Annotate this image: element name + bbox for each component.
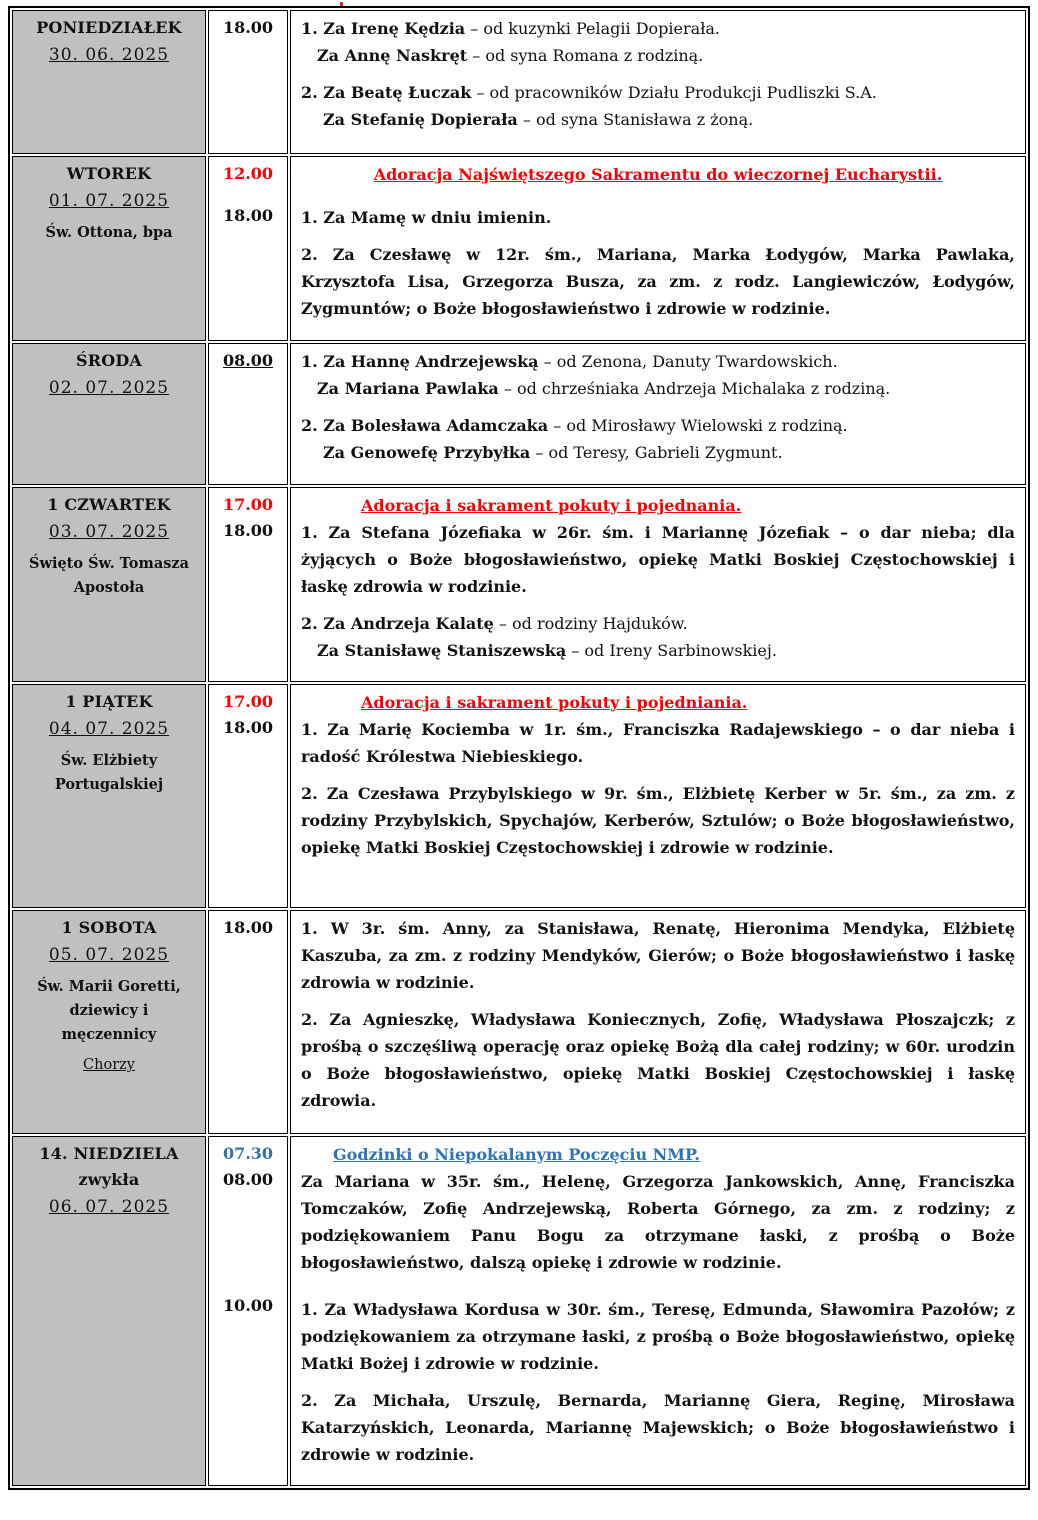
mass-time: 18.00 bbox=[222, 521, 274, 540]
intention-name: 1. Za Irenę Kędzia bbox=[301, 19, 466, 38]
intention-name: Za Annę Naskręt bbox=[317, 46, 468, 65]
event-title: Godzinki o Niepokalanym Poczęciu NMP. bbox=[333, 1145, 700, 1164]
day-row-monday bbox=[12, 10, 1026, 154]
intention bbox=[301, 412, 1015, 466]
day-row-sunday bbox=[12, 1136, 1026, 1486]
saint-note: Św. Elżbiety Portugalskiej bbox=[54, 752, 164, 793]
time-cell bbox=[208, 487, 288, 682]
intention-from: – od Mirosławy Wielowski z rodziną. bbox=[548, 416, 848, 435]
mass-time: 10.00 bbox=[222, 1296, 274, 1315]
day-name: 1 SOBOTA bbox=[61, 918, 157, 937]
intention: 2. Za Czesławę w 12r. śm., Mariana, Marka Łodygów, Marka Pawlaka, Krzysztofa Lisa, Grzegorza Busza, za zm. z rodz. Langiewiczów, Łodygów, Zygmuntów; o Boże błogosławieństwo i zdrowie w rodzinie. bbox=[301, 245, 1015, 318]
day-cell bbox=[12, 10, 206, 154]
intention: 1. Za Władysława Kordusa w 30r. śm., Teresę, Edmunda, Sławomira Pazołów; z podziękowaniem za otrzymane łaski, z prośbą o Boże błogosławieństwo, opiekę Matki Bożej i zdrowie w rodzinie. bbox=[301, 1300, 1015, 1373]
time-cell bbox=[208, 1136, 288, 1486]
day-date: 05. 07. 2025 bbox=[48, 945, 170, 965]
day-date: 04. 07. 2025 bbox=[48, 719, 170, 739]
intention: 2. Za Czesława Przybylskiego w 9r. śm., Elżbietę Kerber w 5r. śm., za zm. z rodziny Przybylskich, Spychajów, Kerberów, Sztulów; o Boże błogosławieństwo, opiekę Matki Boskiej Częstochowskiej i zdrowie w rodzinie. bbox=[301, 784, 1015, 857]
time-cell bbox=[208, 910, 288, 1134]
mass-time: 18.00 bbox=[222, 206, 274, 225]
intention: 2. Za Michała, Urszulę, Bernarda, Mariannę Giera, Reginę, Mirosława Katarzyńskich, Leonarda, Mariannę Majewskich; o Boże błogosławieństwo i zdrowie w rodzinie. bbox=[301, 1391, 1015, 1464]
day-date: 06. 07. 2025 bbox=[48, 1197, 170, 1217]
event-title: Adoracja i sakrament pokuty i pojedniania. bbox=[361, 693, 748, 712]
intention-name: 2. Za Bolesława Adamczaka bbox=[301, 416, 549, 435]
intention-name: Za Stefanię Dopierała bbox=[323, 110, 518, 129]
intentions-cell bbox=[290, 1136, 1026, 1486]
intention: 1. Za Marię Kociemba w 1r. śm., Franciszka Radajewskiego – o dar nieba i radość Królestwa Niebieskiego. bbox=[301, 720, 1015, 766]
intention-from: – od Zenona, Danuty Twardowskich. bbox=[538, 352, 838, 371]
intention-name: Za Mariana Pawlaka bbox=[317, 379, 499, 398]
day-date: 02. 07. 2025 bbox=[48, 378, 170, 398]
intention-name: 1. Za Hannę Andrzejewską bbox=[301, 352, 539, 371]
time-cell bbox=[208, 10, 288, 154]
day-name: PONIEDZIAŁEK bbox=[36, 18, 182, 37]
day-row-friday bbox=[12, 684, 1026, 908]
event-time: 17.00 bbox=[222, 692, 274, 711]
day-cell bbox=[12, 156, 206, 341]
intentions-cell bbox=[290, 910, 1026, 1134]
day-cell bbox=[12, 1136, 206, 1486]
day-name: 14. NIEDZIELA bbox=[39, 1144, 179, 1163]
day-cell bbox=[12, 343, 206, 485]
intention bbox=[301, 610, 1015, 664]
day-name: ŚRODA bbox=[75, 351, 143, 370]
intention-from: – od syna Romana z rodziną. bbox=[467, 46, 704, 65]
intention: Za Mariana w 35r. śm., Helenę, Grzegorza Jankowskich, Annę, Franciszka Tomczaków, Zofię Andrzejewską, Roberta Górnego, za zm. z rodziny; z podziękowaniem Panu Bogu za otrzymane łaski, z prośbą o Boże błogosławieństwo, dalszą opiekę i zdrowie w rodzinie. bbox=[301, 1172, 1015, 1272]
saint-note: Św. Marii Goretti, dziewicy i męczennicy bbox=[37, 978, 181, 1043]
intention-from: – od rodziny Hajduków. bbox=[493, 614, 688, 633]
intention: 1. Za Stefana Józefiaka w 26r. śm. i Mariannę Józefiak – o dar nieba; dla żyjących o Boże błogosławieństwo, opiekę Matki Boskiej Częstochowskiej i łaskę zdrowia w rodzinie. bbox=[301, 523, 1015, 596]
event-time: 17.00 bbox=[222, 495, 274, 514]
time-cell bbox=[208, 156, 288, 341]
intentions-cell bbox=[290, 487, 1026, 682]
mass-time: 18.00 bbox=[222, 918, 274, 937]
intention: 1. Za Mamę w dniu imienin. bbox=[301, 208, 552, 227]
time-cell bbox=[208, 684, 288, 908]
event-time: 07.30 bbox=[222, 1144, 274, 1163]
mass-time: 18.00 bbox=[222, 18, 274, 37]
day-subname: zwykła bbox=[78, 1170, 140, 1189]
time-cell bbox=[208, 343, 288, 485]
intentions-cell bbox=[290, 156, 1026, 341]
intention bbox=[301, 348, 1015, 402]
mass-time: 08.00 bbox=[222, 351, 274, 370]
intention-name: Za Genowefę Przybyłka bbox=[323, 443, 531, 462]
intentions-cell bbox=[290, 343, 1026, 485]
intention: 2. Za Agnieszkę, Władysława Koniecznych, Zofię, Władysława Płoszajczk; z prośbą o szczęśliwą operację oraz opiekę Bożą dla całej rodziny; w 60r. urodzin o Boże błogosławieństwo, opiekę Matki Boskiej Częstochowskiej i łaskę zdrowia. bbox=[301, 1010, 1015, 1110]
special-note: Chorzy bbox=[83, 1057, 135, 1073]
intentions-cell bbox=[290, 10, 1026, 154]
day-row-wednesday bbox=[12, 343, 1026, 485]
mass-time: 08.00 bbox=[222, 1170, 274, 1189]
intention-from: – od Ireny Sarbinowskiej. bbox=[566, 641, 777, 660]
intention-from: – od chrześniaka Andrzeja Michalaka z rodziną. bbox=[498, 379, 891, 398]
intention: 1. W 3r. śm. Anny, za Stanisława, Renatę, Hieronima Mendyka, Elżbietę Kaszuba, za zm. z rodziny Mendyków, Gierów; o Boże błogosławieństwo i łaskę zdrowia w rodzinie. bbox=[301, 919, 1015, 992]
day-row-thursday bbox=[12, 487, 1026, 682]
intention-from: – od Teresy, Gabrieli Zygmunt. bbox=[530, 443, 783, 462]
day-row-tuesday bbox=[12, 156, 1026, 341]
day-date: 03. 07. 2025 bbox=[48, 522, 170, 542]
saint-note: Święto Św. Tomasza Apostoła bbox=[28, 555, 190, 596]
event-title: Adoracja i sakrament pokuty i pojednania. bbox=[361, 496, 742, 515]
intention bbox=[301, 15, 1015, 69]
day-cell bbox=[12, 487, 206, 682]
saint-note: Św. Ottona, bpa bbox=[45, 224, 173, 241]
intention-from: – od syna Stanisława z żoną. bbox=[517, 110, 754, 129]
intention-name: 2. Za Beatę Łuczak bbox=[301, 83, 472, 102]
day-name: WTOREK bbox=[66, 164, 152, 183]
day-name: 1 PIĄTEK bbox=[65, 692, 153, 711]
intention-name: Za Stanisławę Staniszewską bbox=[317, 641, 567, 660]
event-time: 12.00 bbox=[222, 164, 274, 183]
intention-from: – od kuzynki Pelagii Dopierała. bbox=[465, 19, 720, 38]
mass-schedule-table bbox=[8, 6, 1030, 1490]
day-row-saturday bbox=[12, 910, 1026, 1134]
day-date: 30. 06. 2025 bbox=[48, 45, 170, 65]
intentions-cell bbox=[290, 684, 1026, 908]
intention bbox=[301, 79, 1015, 133]
day-name: 1 CZWARTEK bbox=[47, 495, 171, 514]
day-cell bbox=[12, 684, 206, 908]
event-title: Adoracja Najświętszego Sakramentu do wieczornej Eucharystii. bbox=[373, 165, 943, 184]
intention-from: – od pracowników Działu Produkcji Pudliszki S.A. bbox=[471, 83, 877, 102]
intention-name: 2. Za Andrzeja Kalatę bbox=[301, 614, 494, 633]
day-cell bbox=[12, 910, 206, 1134]
day-date: 01. 07. 2025 bbox=[48, 191, 170, 211]
mass-time: 18.00 bbox=[222, 718, 274, 737]
